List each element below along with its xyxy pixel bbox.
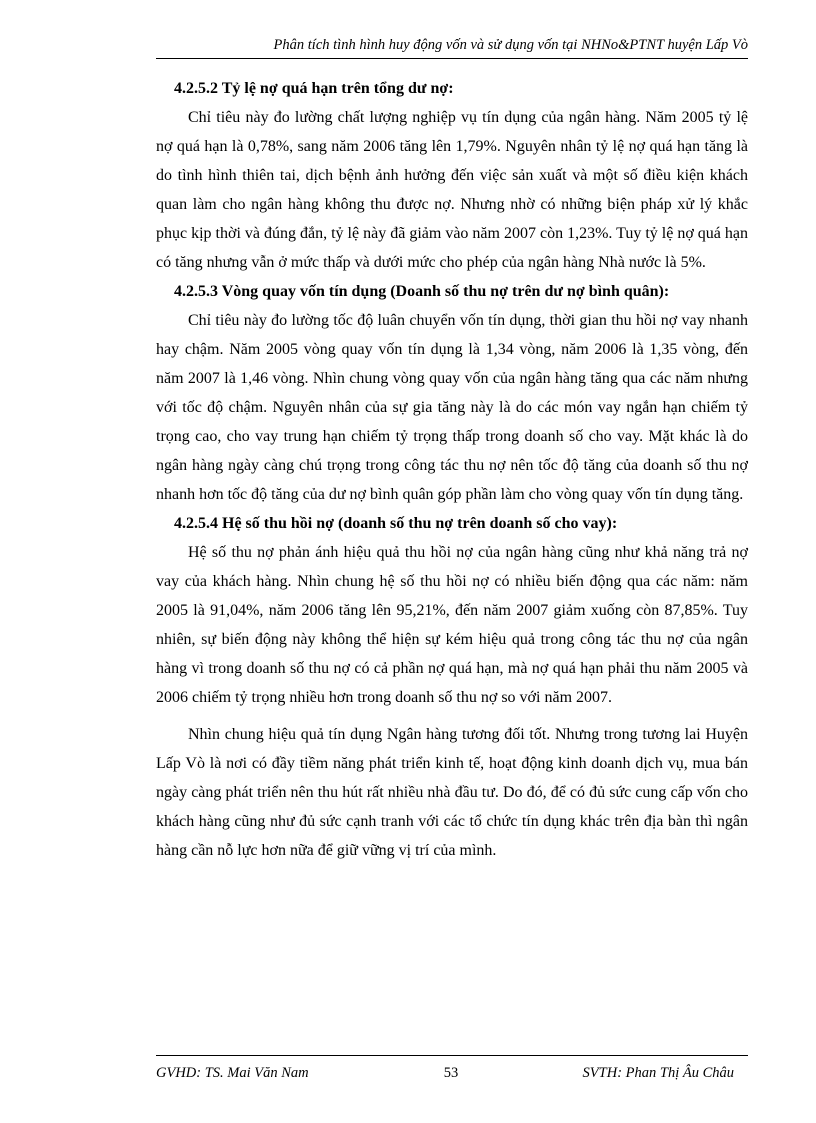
page-body: [156, 74, 748, 865]
section-paragraph: Hệ số thu nợ phản ánh hiệu quả thu hồi nợ của ngân hàng cũng như khả năng trả nợ vay của khách hàng. Nhìn chung hệ số thu hồi nợ có nhiều biến động qua các năm: năm 2005 là 91,04%, năm 2006 tăng lên 95,21%, đến năm 2007 giảm xuống còn 87,85%. Tuy nhiên, sự biến động này không thể hiện sự kém hiệu quả trong công tác thu nợ của ngân hàng vì trong doanh số thu nợ có cả phần nợ quá hạn, mà nợ quá hạn phải thu năm 2005 và 2006 chiếm tỷ trọng nhiều hơn trong doanh số thu nợ so với năm 2007.: [156, 544, 748, 706]
footer-advisor: GVHD: TS. Mai Văn Nam: [156, 1065, 309, 1081]
section-heading: 4.2.5.3 Vòng quay vốn tín dụng (Doanh số thu nợ trên dư nợ bình quân):: [174, 283, 670, 300]
section-heading: 4.2.5.4 Hệ số thu hồi nợ (doanh số thu nợ trên doanh số cho vay):: [174, 515, 618, 532]
page-number: 53: [443, 1065, 459, 1081]
running-header: [156, 34, 748, 59]
closing-paragraph: Nhìn chung hiệu quả tín dụng Ngân hàng tương đối tốt. Nhưng trong tương lai Huyện Lấp Vò là nơi có đầy tiềm năng phát triển kinh tế, hoạt động kinh doanh dịch vụ, mua bán ngày càng phát triển nên thu hút rất nhiều nhà đầu tư. Do đó, để có đủ sức cung cấp vốn cho khách hàng cũng như đủ sức cạnh tranh với các tổ chức tín dụng khác trên địa bàn thì ngân hàng cần nỗ lực hơn nữa để giữ vững vị trí của mình.: [156, 726, 748, 859]
section-overdue-ratio: [156, 74, 748, 277]
section-credit-turnover: [156, 277, 748, 509]
header-title: Phân tích tình hình huy động vốn và sử dụng vốn tại NHNo&PTNT huyện Lấp Vò: [273, 37, 748, 53]
document-page: [156, 34, 748, 1104]
section-debt-recovery: [156, 509, 748, 712]
running-footer: [156, 1055, 748, 1088]
section-paragraph: Chỉ tiêu này đo lường chất lượng nghiệp vụ tín dụng của ngân hàng. Năm 2005 tỷ lệ nợ quá hạn là 0,78%, sang năm 2006 tăng lên 1,79%. Nguyên nhân tỷ lệ nợ quá hạn tăng là do tình hình thiên tai, dịch bệnh ảnh hưởng đến việc sản xuất và một số điều kiện khách quan làm cho ngân hàng không thu được nợ. Nhưng nhờ có những biện pháp xử lý khắc phục kịp thời và đúng đắn, tỷ lệ này đã giảm vào năm 2007 còn 1,23%. Tuy tỷ lệ nợ quá hạn có tăng nhưng vẫn ở mức thấp và dưới mức cho phép của ngân hàng Nhà nước là 5%.: [156, 109, 748, 271]
footer-student: SVTH: Phan Thị Âu Châu: [582, 1065, 734, 1081]
section-heading: 4.2.5.2 Tỷ lệ nợ quá hạn trên tổng dư nợ:: [174, 80, 454, 97]
section-paragraph: Chỉ tiêu này đo lường tốc độ luân chuyển vốn tín dụng, thời gian thu hồi nợ vay nhanh hay chậm. Năm 2005 vòng quay vốn tín dụng là 1,34 vòng, năm 2006 là 1,35 vòng, đến năm 2007 là 1,46 vòng. Nhìn chung vòng quay vốn của ngân hàng tăng qua các năm nhưng với tốc độ chậm. Nguyên nhân của sự gia tăng này là do các món vay ngắn hạn chiếm tỷ trọng cao, cho vay trung hạn chiếm tỷ trọng thấp trong doanh số cho vay. Mặt khác là do ngân hàng ngày càng chú trọng trong công tác thu nợ nên tốc độ tăng của doanh số thu nợ nhanh hơn tốc độ tăng của dư nợ bình quân góp phần làm cho vòng quay vốn tín dụng tăng.: [156, 312, 748, 503]
